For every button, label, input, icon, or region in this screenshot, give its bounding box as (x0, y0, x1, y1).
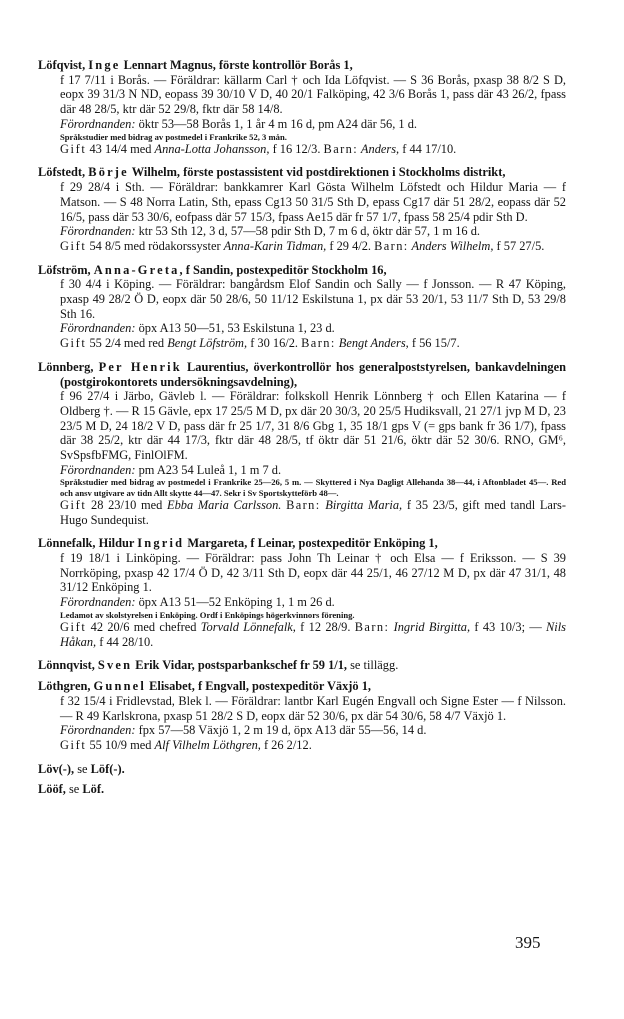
marriage-line: Gift 43 14/4 med Anna-Lotta Johansson, f 16 12/3. Barn: Anders, f 44 17/10. (60, 141, 457, 156)
cross-reference: Lööf, se Löf. (38, 782, 105, 797)
biographical-entry (38, 536, 566, 649)
biographical-entry (38, 679, 566, 753)
entry-heading: Lönnefalk, Hildur Ingrid Margareta, f Leinar, postexpeditör Enköping 1, (38, 536, 438, 551)
page-number: 395 (515, 933, 541, 952)
entry-body: f 19 18/1 i Linköping. — Föräldrar: pass John Th Leinar † och Elsa — f Eriksson. — S 39 Norrköping, pxasp 42 17/4 Ö D, 42 3/11 Sth D, eopx där 44 25/1, 46 27/12 M D, px där 47 31/1, 48 31/12 Enköping 1. Förordnanden: öpx A13 51—52 Enköping 1, 1 m 26 d. Ledamot av skolstyrelsen i Enköping. Ordf i Enköpings högerkvinnors förening. Gift 42 20/6 med chefred Torvald Lönnefalk, f 12 28/9. Barn: Ingrid Birgitta, f 43 10/3; — Nils Håkan, f 44 28/10. (60, 551, 566, 649)
marriage-line: Gift 55 2/4 med red Bengt Löfström, f 30 16/2. Barn: Bengt Anders, f 56 15/7. (60, 336, 460, 351)
marriage-line: Gift 28 23/10 med Ebba Maria Carlsson. Barn: Birgitta Maria, f 35 23/5, gift med tandl Lars-Hugo Sundequist. (60, 497, 566, 527)
entry-body: f 32 15/4 i Fridlevstad, Blek l. — Föräldrar: lantbr Karl Eugén Engvall och Signe Ester — f Nilsson. — R 49 Karlskrona, pxasp 51 28/2 S D, eopx där 52 30/6, px där 54 30/6, 58 4/7 Växjö 1. Förordnanden: fpx 57—58 Växjö 1, 2 m 19 d, öpx A13 där 55—56, 14 d. Gift 55 10/9 med Alf Vilhelm Löthgren, f 26 2/12. (60, 693, 566, 752)
appointments: Förordnanden: pm A23 54 Luleå 1, 1 m 7 d. (60, 462, 282, 477)
biographical-entry (38, 360, 566, 527)
appointments: Förordnanden: fpx 57—58 Växjö 1, 2 m 19 d, öpx A13 där 55—56, 14 d. (60, 723, 427, 738)
cross-reference: Löv(-), se Löf(-). (38, 761, 125, 776)
entry-body: f 96 27/4 i Järbo, Gävleb l. — Föräldrar: folkskoll Henrik Lönnberg † och Ellen Katarina — f Oldberg †. — R 15 Gävle, epx 17 25/5 M D, px där 20 30/3, 20 25/5 Hudiksvall, 21 27/1 jvp M D, 23 23/5 M D, 24 18/2 V D, pass där fr 25 1/7, 31 8/6 Gbg 1, 35 18/1 gps V (= gps bank fr 36 1/7), fpass där 38 25/2, ktr där 44 17/3, fktr där 48 28/5, tf öktr där 51 21/6, öktr där 52 30/6. RNO, GM⁶, SvSpsfbFMG, FinlOlFM. Förordnanden: pm A23 54 Luleå 1, 1 m 7 d. Språkstudier med bidrag av postmedel i Frankrike 25—26, 5 m. — Skyttered i Nya Dagligt Allehanda 38—44, i Aftonbladet 45—. Red och ansv utgivare av tidn Allt skytte 44—47. Sekr i Sv Sportskytteförb 48—. Gift 28 23/10 med Ebba Maria Carlsson. Barn: Birgitta Maria, f 35 23/5, gift med tandl Lars-Hugo Sundequist. (60, 389, 566, 527)
small-note: Språkstudier med bidrag av postmedel i Frankrike 25—26, 5 m. — Skyttered i Nya Dagligt Allehanda 38—44, i Aftonbladet 45—. Red och ansv utgivare av tidn Allt skytte 44—47. Sekr i Sv Sportskytteförb 48—. (60, 477, 566, 498)
marriage-line: Gift 42 20/6 med chefred Torvald Lönnefalk, f 12 28/9. Barn: Ingrid Birgitta, f 43 10/3; — Nils Håkan, f 44 28/10. (60, 620, 566, 649)
appointments: Förordnanden: ktr 53 Sth 12, 3 d, 57—58 pdir Sth D, 7 m 6 d, öktr där 57, 1 m 16 d. (60, 224, 481, 239)
entry-heading: Löfstedt, Börje Wilhelm, förste postassistent vid postdirektionen i Stockholms distrikt, (38, 165, 506, 180)
entry-heading: Lönnberg, Per Henrik Laurentius, överkontrollör hos generalpoststyrelsen, bankavdelningen (postgirokontorets undersökningsavdelning), (38, 359, 566, 389)
appointments: Förordnanden: öktr 53—58 Borås 1, 1 år 4 m 16 d, pm A24 där 56, 1 d. (60, 116, 418, 131)
entry-body: f 30 4/4 i Köping. — Föräldrar: bangårdsm Elof Sandin och Sally — f Jonsson. — R 47 Köping, pxasp 49 28/2 Ö D, eopx där 50 28/6, 50 11/12 Eskilstuna 1, px där 53 20/1, 53 11/7 Sth D, 53 29/8 Sth 16. Förordnanden: öpx A13 50—51, 53 Eskilstuna 1, 23 d. Gift 55 2/4 med red Bengt Löfström, f 30 16/2. Barn: Bengt Anders, f 56 15/7. (60, 277, 566, 351)
appointments: Förordnanden: öpx A13 50—51, 53 Eskilstuna 1, 23 d. (60, 321, 335, 336)
small-note: Språkstudier med bidrag av postmedel i Frankrike 52, 3 mån. (60, 131, 287, 142)
entry-heading: Löfström, Anna-Greta, f Sandin, postexpeditör Stockholm 16, (38, 262, 387, 277)
marriage-line: Gift 54 8/5 med rödakorssyster Anna-Karin Tidman, f 29 4/2. Barn: Anders Wilhelm, f 57 27/5. (60, 238, 545, 253)
entry-body: f 29 28/4 i Sth. — Föräldrar: bankkamrer Karl Gösta Wilhelm Löfstedt och Hildur Maria — f Matson. — S 48 Norra Latin, Sth, epass Cg13 50 31/5 Sth D, epass Cg17 där 51 28/2, eopass där 52 16/5, pass där 53 30/6, eofpass där 57 15/3, fpass Ae15 där fr 57 1/7, fpass 58 25/4 pdir Sth D. Förordnanden: ktr 53 Sth 12, 3 d, 57—58 pdir Sth D, 7 m 6 d, öktr där 57, 1 m 16 d. Gift 54 8/5 med rödakorssyster Anna-Karin Tidman, f 29 4/2. Barn: Anders Wilhelm, f 57 27/5. (60, 180, 566, 253)
entry-heading: Löfqvist, Inge Lennart Magnus, förste kontrollör Borås 1, (38, 58, 353, 72)
entry-heading: Löthgren, Gunnel Elisabet, f Engvall, postexpeditör Växjö 1, (38, 679, 372, 694)
cross-reference: Lönnqvist, Sven Erik Vidar, postsparbankschef fr 59 1/1, se tillägg. (38, 658, 399, 673)
marriage-line: Gift 55 10/9 med Alf Vilhelm Löthgren, f 26 2/12. (60, 737, 312, 752)
biographical-entry (38, 165, 566, 253)
appointments: Förordnanden: öpx A13 51—52 Enköping 1, 1 m 26 d. (60, 595, 335, 610)
biographical-entry (38, 58, 566, 156)
entry-body: f 17 7/11 i Borås. — Föräldrar: källarm Carl † och Ida Löfqvist. — S 36 Borås, pxasp 38 8/2 S D, eopx 39 31/3 N ND, eopass 39 30/10 V D, 40 20/1 Falköping, 42 3/6 Borås 1, pass där 43 26/2, fpass där 48 28/5, ktr där 52 29/8, fktr där 58 14/8. Förordnanden: öktr 53—58 Borås 1, 1 år 4 m 16 d, pm A24 där 56, 1 d. Språkstudier med bidrag av postmedel i Frankrike 52, 3 mån. Gift 43 14/4 med Anna-Lotta Johansson, f 16 12/3. Barn: Anders, f 44 17/10. (60, 72, 566, 156)
biographical-entry (38, 263, 566, 351)
small-note: Ledamot av skolstyrelsen i Enköping. Ordf i Enköpings högerkvinnors förening. (60, 609, 355, 620)
